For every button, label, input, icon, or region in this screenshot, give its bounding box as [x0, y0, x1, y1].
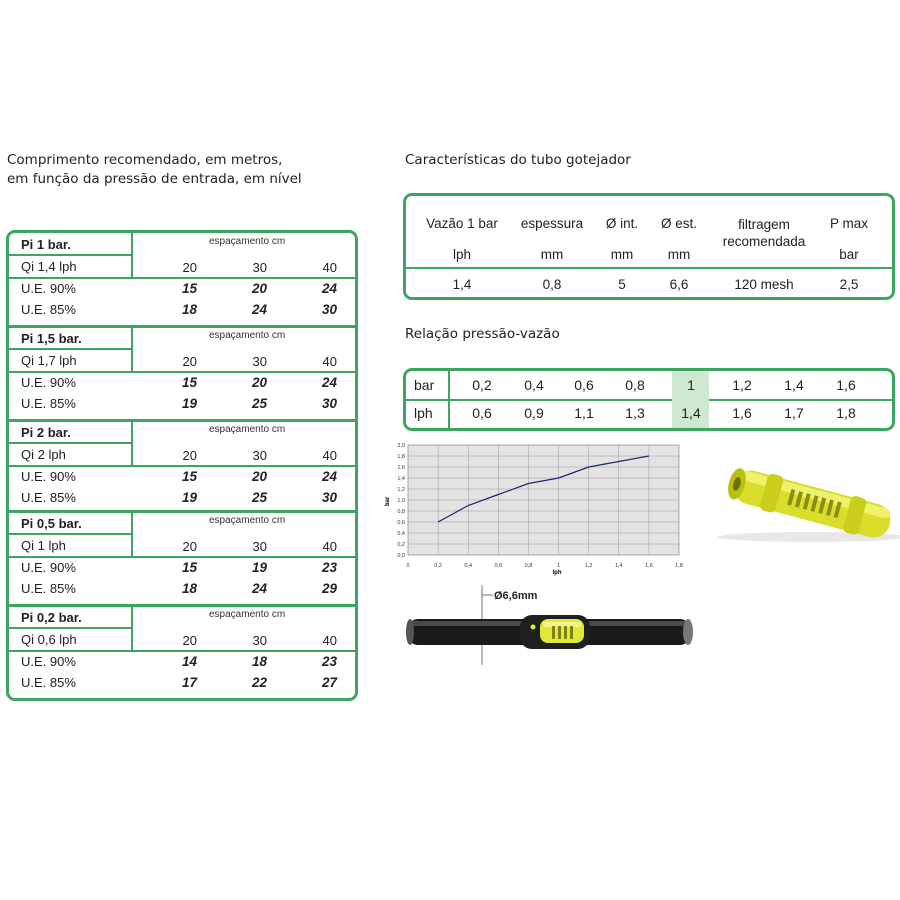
char-unit-pmax: bar	[839, 247, 859, 262]
chart-x-tick-label: 0,6	[494, 563, 503, 569]
char-header-pmax: P max	[829, 216, 868, 231]
length-value: 19	[251, 560, 267, 575]
chart-x-tick-label: 1,8	[675, 563, 683, 569]
relation-bar-value: 0,8	[625, 377, 645, 393]
char-value-thickness: 0,8	[542, 277, 562, 292]
length-value: 19	[181, 396, 197, 411]
ue-label: U.E. 85%	[21, 675, 76, 690]
relation-bar-value: 0,6	[574, 377, 594, 393]
ue-label: U.E. 90%	[21, 654, 76, 669]
char-header-outer-diameter: Ø est.	[660, 216, 697, 231]
chart-y-tick-label: 1,8	[397, 454, 405, 460]
chart-x-tick-label: 1,2	[584, 563, 593, 569]
spacing-value: 30	[252, 260, 267, 275]
ue-label: U.E. 90%	[21, 469, 76, 484]
pi-label: Pi 2 bar.	[21, 425, 71, 440]
chart-x-tick-label: 0,4	[464, 563, 473, 569]
length-value: 18	[181, 581, 197, 596]
length-value: 18	[251, 654, 267, 669]
char-header-flow: Vazão 1 bar	[426, 216, 498, 231]
ue-label: U.E. 90%	[21, 375, 76, 390]
chart-y-tick-label: 0,4	[397, 531, 405, 537]
length-value: 30	[321, 302, 337, 317]
ue-label: U.E. 85%	[21, 490, 76, 505]
char-header-thickness: espessura	[520, 216, 584, 231]
spacing-value: 40	[322, 448, 337, 463]
char-unit-inner-diameter: mm	[610, 247, 634, 262]
qi-label: Qi 1,7 lph	[21, 353, 77, 368]
length-value: 15	[181, 281, 197, 296]
spacing-value: 20	[182, 448, 197, 463]
drip-emitter-image	[712, 465, 900, 545]
relation-lph-value: 1,3	[625, 405, 645, 421]
qi-label: Qi 2 lph	[21, 447, 66, 462]
chart-y-tick-label: 2,0	[397, 443, 405, 449]
qi-label: Qi 1,4 lph	[21, 259, 77, 274]
length-value: 27	[321, 675, 337, 690]
length-value: 20	[251, 375, 267, 390]
length-value: 24	[251, 302, 267, 317]
chart-x-tick-label: 0	[406, 563, 410, 569]
length-value: 14	[181, 654, 197, 669]
relation-lph-value: 1,6	[732, 405, 752, 421]
relation-lph-label: lph	[414, 405, 433, 421]
char-value-inner-diameter: 5	[618, 277, 626, 292]
chart-x-tick-label: 1,4	[614, 563, 623, 569]
ue-label: U.E. 85%	[21, 581, 76, 596]
pressure-block	[9, 233, 355, 327]
length-value: 24	[321, 281, 337, 296]
length-value: 24	[251, 581, 267, 596]
relation-lph-value: 1,1	[574, 405, 594, 421]
relation-lph-value: 1,7	[784, 405, 804, 421]
chart-x-tick-label: 1,6	[645, 563, 653, 569]
chart-y-tick-label: 1,6	[397, 465, 405, 471]
chart-x-tick-label: 0,2	[434, 563, 442, 569]
chart-y-tick-label: 1,2	[397, 487, 405, 493]
pressure-block	[9, 606, 355, 699]
length-value: 24	[321, 375, 337, 390]
left-heading-line1: Comprimento recomendado, em metros,	[7, 152, 283, 168]
char-value-filtration: 120 mesh	[734, 277, 794, 292]
length-value: 25	[251, 396, 267, 411]
chart-x-tick-label: 0,8	[524, 563, 533, 569]
char-header-filtration-line2: recomendada	[722, 234, 806, 249]
relation-bar-value: 0,4	[524, 377, 544, 393]
ue-label: U.E. 90%	[21, 281, 76, 296]
char-header-inner-diameter: Ø int.	[605, 216, 639, 231]
characteristics-heading: Características do tubo gotejador	[405, 152, 631, 168]
left-heading-line2: em função da pressão de entrada, em nível	[7, 171, 302, 187]
length-value: 20	[251, 469, 267, 484]
length-value: 15	[181, 375, 197, 390]
length-value: 29	[321, 581, 337, 596]
relation-lph-value: 1,4	[681, 405, 701, 421]
spacing-value: 30	[252, 633, 267, 648]
relation-bar-value: 1,4	[784, 377, 804, 393]
relation-lph-value: 1,8	[836, 405, 856, 421]
char-unit-flow: lph	[452, 247, 471, 262]
spacing-value: 20	[182, 354, 197, 369]
pressure-length-tables	[6, 230, 358, 701]
pi-label: Pi 1,5 bar.	[21, 331, 82, 346]
spacing-value: 40	[322, 633, 337, 648]
length-value: 15	[181, 469, 197, 484]
ue-label: U.E. 90%	[21, 560, 76, 575]
spacing-value: 40	[322, 539, 337, 554]
chart-y-axis-label: bar	[385, 496, 391, 506]
relation-bar-value: 0,2	[472, 377, 492, 393]
length-value: 30	[321, 490, 337, 505]
qi-label: Qi 1 lph	[21, 538, 66, 553]
char-value-outer-diameter: 6,6	[669, 277, 689, 292]
tube-diameter-label: Ø6,6mm	[494, 590, 538, 602]
spacing-label: espaçamento cm	[209, 609, 286, 620]
spacing-label: espaçamento cm	[209, 236, 286, 247]
spacing-value: 40	[322, 260, 337, 275]
length-value: 24	[321, 469, 337, 484]
pressure-block	[9, 421, 355, 512]
char-unit-thickness: mm	[540, 247, 564, 262]
char-value-flow: 1,4	[452, 277, 472, 292]
length-value: 18	[181, 302, 197, 317]
pi-label: Pi 0,5 bar.	[21, 516, 82, 531]
pressure-flow-relation-table	[403, 368, 895, 431]
pressure-block	[9, 327, 355, 421]
ue-label: U.E. 85%	[21, 396, 76, 411]
char-header-filtration-line1: filtragem	[738, 217, 790, 232]
spacing-value: 20	[182, 260, 197, 275]
ue-label: U.E. 85%	[21, 302, 76, 317]
qi-label: Qi 0,6 lph	[21, 632, 77, 647]
length-value: 23	[321, 654, 337, 669]
length-value: 20	[251, 281, 267, 296]
chart-y-tick-label: 0,6	[397, 520, 405, 526]
tube-emitter-insert	[540, 619, 584, 643]
length-value: 25	[251, 490, 267, 505]
relation-bar-label: bar	[414, 377, 435, 393]
chart-y-tick-label: 0,8	[397, 509, 405, 515]
relation-heading: Relação pressão-vazão	[405, 326, 560, 342]
chart-y-tick-label: 1,0	[397, 498, 405, 504]
relation-bar-value: 1	[687, 377, 695, 393]
relation-lph-value: 0,6	[472, 405, 492, 421]
chart-y-tick-label: 1,4	[397, 476, 405, 482]
char-unit-outer-diameter: mm	[667, 247, 691, 262]
spacing-label: espaçamento cm	[209, 424, 286, 435]
characteristics-table	[403, 193, 895, 300]
pi-label: Pi 1 bar.	[21, 237, 71, 252]
spacing-label: espaçamento cm	[209, 515, 286, 526]
spacing-value: 20	[182, 633, 197, 648]
char-value-pmax: 2,5	[839, 277, 859, 292]
chart-y-tick-label: 0,2	[397, 542, 405, 548]
spacing-value: 30	[252, 448, 267, 463]
length-value: 17	[181, 675, 197, 690]
spacing-value: 30	[252, 539, 267, 554]
chart-y-tick-label: 0,0	[397, 553, 405, 559]
relation-lph-value: 0,9	[524, 405, 544, 421]
relation-bar-value: 1,2	[732, 377, 752, 393]
pressure-flow-chart	[380, 438, 700, 576]
length-value: 30	[321, 396, 337, 411]
chart-x-axis-label: lph	[552, 570, 562, 576]
spacing-value: 40	[322, 354, 337, 369]
drip-tube-diagram	[400, 585, 700, 665]
relation-bar-value: 1,6	[836, 377, 856, 393]
char-header-filtration	[710, 216, 818, 250]
spacing-value: 20	[182, 539, 197, 554]
pi-label: Pi 0,2 bar.	[21, 610, 82, 625]
pressure-block	[9, 512, 355, 606]
spacing-value: 30	[252, 354, 267, 369]
chart-x-tick-label: 1	[557, 563, 561, 569]
length-value: 19	[181, 490, 197, 505]
length-value: 15	[181, 560, 197, 575]
length-value: 22	[251, 675, 267, 690]
spacing-label: espaçamento cm	[209, 330, 286, 341]
left-heading	[7, 151, 302, 189]
length-value: 23	[321, 560, 337, 575]
